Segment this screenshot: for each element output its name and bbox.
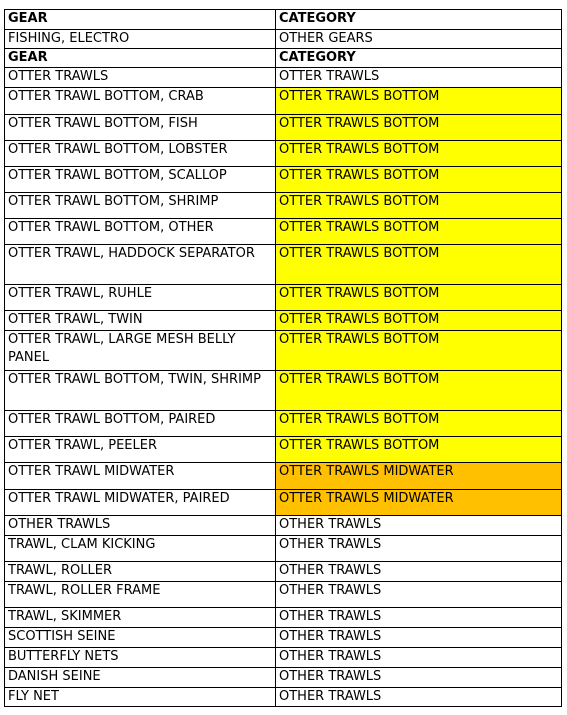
gear-cell: OTHER TRAWLS: [5, 516, 276, 536]
table-row: [5, 437, 562, 463]
table-row: [5, 88, 562, 115]
gear-cell: OTTER TRAWL BOTTOM, OTHER: [5, 219, 276, 245]
gear-category-table: [4, 9, 562, 707]
gear-cell: OTTER TRAWL BOTTOM, SHRIMP: [5, 193, 276, 219]
gear-cell: OTTER TRAWL MIDWATER: [5, 463, 276, 490]
category-cell: OTHER TRAWLS: [276, 536, 562, 562]
category-cell: OTTER TRAWLS BOTTOM: [276, 167, 562, 193]
gear-cell: TRAWL, SKIMMER: [5, 608, 276, 628]
header-row: [5, 10, 562, 30]
gear-cell: DANISH SEINE: [5, 668, 276, 688]
gear-cell: OTTER TRAWL BOTTOM, FISH: [5, 115, 276, 141]
table-row: [5, 582, 562, 608]
category-cell: OTTER TRAWLS BOTTOM: [276, 331, 562, 371]
gear-cell: OTTER TRAWL, PEELER: [5, 437, 276, 463]
category-cell: OTTER TRAWLS MIDWATER: [276, 463, 562, 490]
gear-cell: OTTER TRAWL, LARGE MESH BELLY PANEL: [5, 331, 276, 371]
category-cell: OTTER TRAWLS BOTTOM: [276, 88, 562, 115]
category-cell: OTHER TRAWLS: [276, 648, 562, 668]
category-cell: OTTER TRAWLS BOTTOM: [276, 245, 562, 285]
gear-cell: OTTER TRAWL BOTTOM, TWIN, SHRIMP: [5, 371, 276, 411]
category-cell: OTTER TRAWLS BOTTOM: [276, 311, 562, 331]
category-header-cell: CATEGORY: [276, 10, 562, 30]
category-cell: OTHER TRAWLS: [276, 608, 562, 628]
table-row: [5, 193, 562, 219]
header-row: [5, 49, 562, 68]
gear-cell: OTTER TRAWLS: [5, 68, 276, 88]
category-cell: OTTER TRAWLS BOTTOM: [276, 193, 562, 219]
category-cell: OTHER TRAWLS: [276, 562, 562, 582]
table-row: [5, 371, 562, 411]
category-header-cell: CATEGORY: [276, 49, 562, 68]
category-cell: OTTER TRAWLS BOTTOM: [276, 285, 562, 311]
table-row: [5, 516, 562, 536]
table-body: [5, 10, 562, 707]
gear-cell: OTTER TRAWL BOTTOM, SCALLOP: [5, 167, 276, 193]
table-row: [5, 490, 562, 516]
gear-cell: FISHING, ELECTRO: [5, 30, 276, 49]
table-row: [5, 536, 562, 562]
gear-cell: TRAWL, ROLLER: [5, 562, 276, 582]
gear-cell: OTTER TRAWL BOTTOM, PAIRED: [5, 411, 276, 437]
category-cell: OTHER GEARS: [276, 30, 562, 49]
table-row: [5, 141, 562, 167]
category-cell: OTTER TRAWLS BOTTOM: [276, 219, 562, 245]
gear-cell: TRAWL, ROLLER FRAME: [5, 582, 276, 608]
gear-cell: FLY NET: [5, 688, 276, 707]
category-cell: OTTER TRAWLS BOTTOM: [276, 411, 562, 437]
table-row: [5, 331, 562, 371]
table-row: [5, 463, 562, 490]
category-cell: OTTER TRAWLS BOTTOM: [276, 437, 562, 463]
category-cell: OTTER TRAWLS BOTTOM: [276, 371, 562, 411]
table-row: [5, 311, 562, 331]
table-row: [5, 562, 562, 582]
category-cell: OTTER TRAWLS: [276, 68, 562, 88]
gear-header-cell: GEAR: [5, 10, 276, 30]
table-row: [5, 219, 562, 245]
gear-cell: TRAWL, CLAM KICKING: [5, 536, 276, 562]
category-cell: OTTER TRAWLS MIDWATER: [276, 490, 562, 516]
table-row: [5, 628, 562, 648]
category-cell: OTHER TRAWLS: [276, 516, 562, 536]
category-cell: OTHER TRAWLS: [276, 688, 562, 707]
gear-cell: OTTER TRAWL BOTTOM, CRAB: [5, 88, 276, 115]
table-row: [5, 648, 562, 668]
category-cell: OTHER TRAWLS: [276, 668, 562, 688]
category-cell: OTHER TRAWLS: [276, 582, 562, 608]
table-row: [5, 608, 562, 628]
table-row: [5, 115, 562, 141]
table-row: [5, 668, 562, 688]
table-row: [5, 688, 562, 707]
table-row: [5, 68, 562, 88]
table-row: [5, 411, 562, 437]
table-row: [5, 167, 562, 193]
category-cell: OTTER TRAWLS BOTTOM: [276, 115, 562, 141]
table-row: [5, 245, 562, 285]
gear-cell: OTTER TRAWL, TWIN: [5, 311, 276, 331]
gear-cell: OTTER TRAWL MIDWATER, PAIRED: [5, 490, 276, 516]
table-row: [5, 285, 562, 311]
gear-cell: OTTER TRAWL, HADDOCK SEPARATOR: [5, 245, 276, 285]
gear-header-cell: GEAR: [5, 49, 276, 68]
gear-cell: SCOTTISH SEINE: [5, 628, 276, 648]
gear-cell: BUTTERFLY NETS: [5, 648, 276, 668]
category-cell: OTHER TRAWLS: [276, 628, 562, 648]
table-row: [5, 30, 562, 49]
gear-cell: OTTER TRAWL, RUHLE: [5, 285, 276, 311]
gear-cell: OTTER TRAWL BOTTOM, LOBSTER: [5, 141, 276, 167]
category-cell: OTTER TRAWLS BOTTOM: [276, 141, 562, 167]
